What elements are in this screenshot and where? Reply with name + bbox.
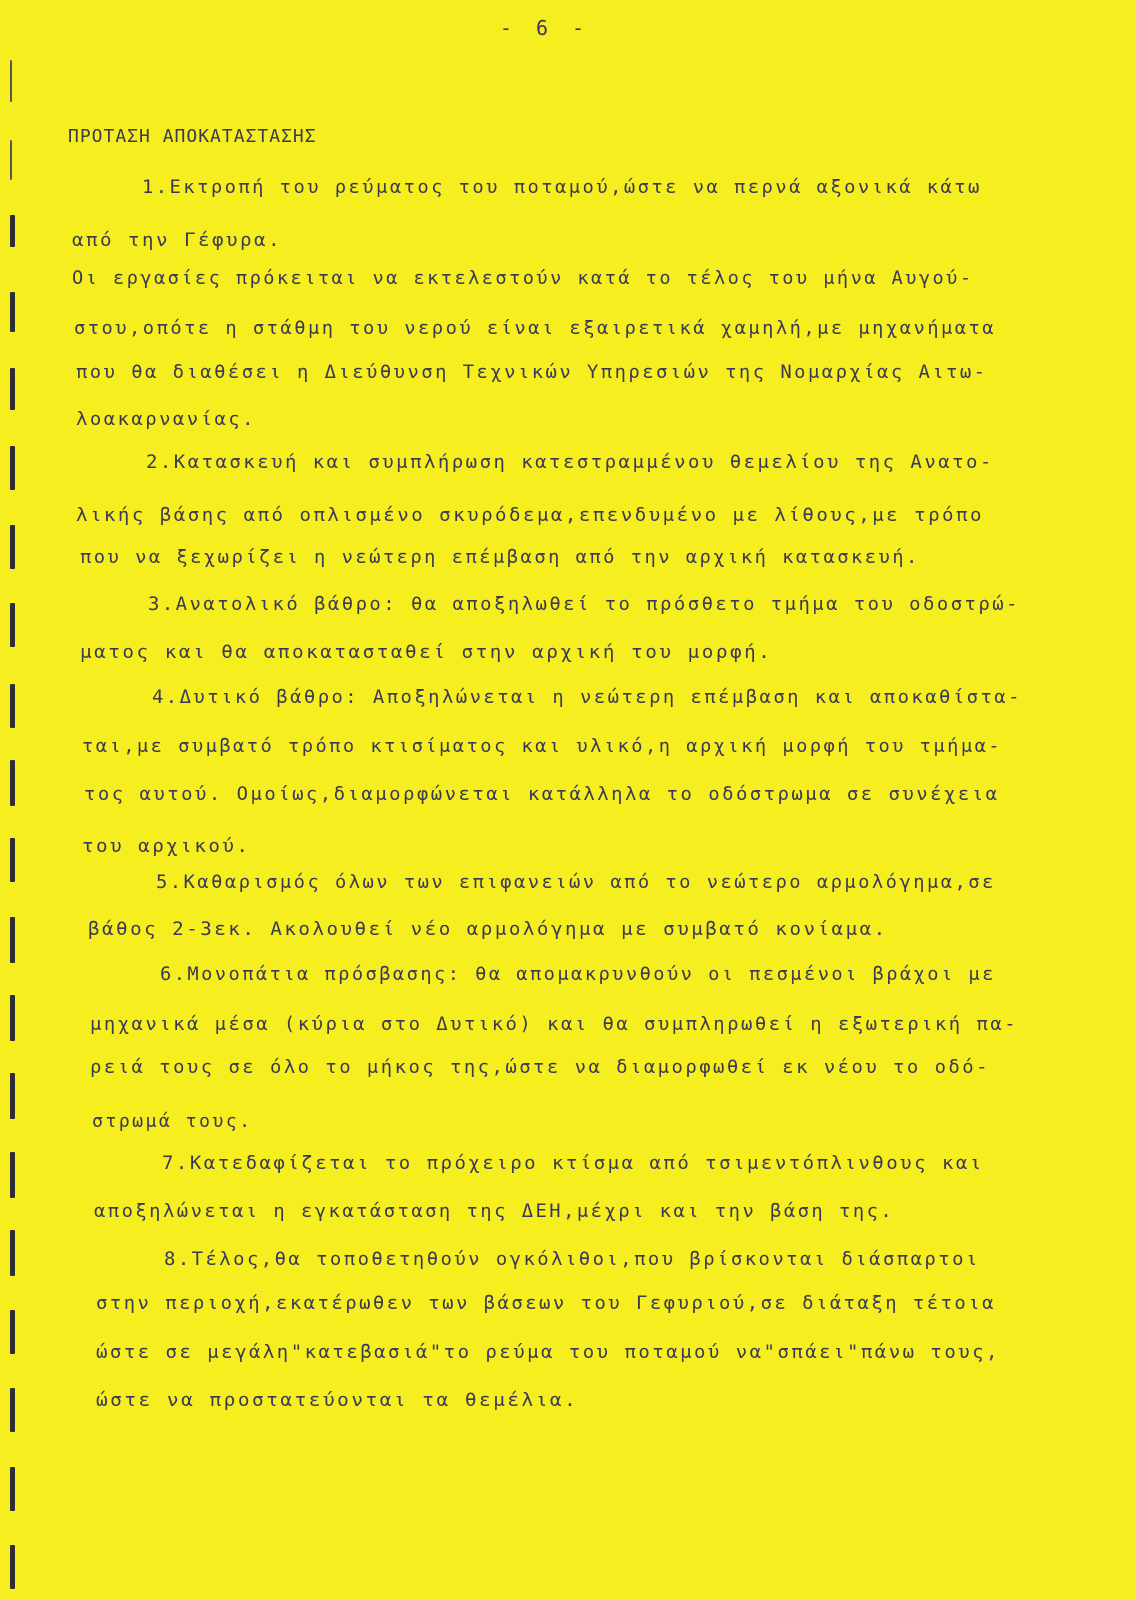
text-line: 8.Τέλος,θα τοποθετηθούν ογκόλιθοι,που βρίσκονται διάσπαρτοι (164, 1249, 980, 1270)
text-line: μηχανικά μέσα (κύρια στο Δυτικό) και θα συμπληρωθεί η εξωτερική πα- (90, 1014, 1019, 1035)
binding-hole (10, 838, 15, 882)
text-line: που να ξεχωρίζει η νεώτερη επέμβαση από την αρχική κατασκευή. (80, 547, 920, 568)
text-line: 3.Ανατολικό βάθρο: θα αποξηλωθεί το πρόσθετο τμήμα του οδοστρώ- (148, 594, 1020, 615)
page-number: - 6 - (499, 16, 591, 40)
text-line: λικής βάσης από οπλισμένο σκυρόδεμα,επενδυμένο με λίθους,με τρόπο (76, 505, 984, 526)
binding-hole (10, 368, 15, 410)
text-line: ώστε σε μεγάλη"κατεβασιά"το ρεύμα του ποταμού να"σπάει"πάνω τους, (96, 1342, 1000, 1363)
binding-hole (10, 1545, 15, 1589)
text-line: 2.Κατασκευή και συμπλήρωση κατεστραμμένου θεμελίου της Ανατο- (146, 452, 994, 473)
binding-hole (10, 60, 12, 102)
text-line: ματος και θα αποκατασταθεί στην αρχική του μορφή. (80, 642, 773, 663)
binding-hole (10, 1073, 15, 1119)
text-line: ται,με συμβατό τρόπο κτισίματος και υλικό,η αρχική μορφή του τμήμα- (82, 736, 1003, 757)
binding-hole (10, 446, 15, 490)
page-heading: ΠΡΟΤΑΣΗ ΑΠΟΚΑΤΑΣΤΑΣΗΣ (68, 126, 317, 147)
text-line: στην περιοχή,εκατέρωθεν των βάσεων του Γεφυριού,σε διάταξη τέτοια (96, 1293, 996, 1314)
text-line: βάθος 2-3εκ. Ακολουθεί νέο αρμολόγημα με συμβατό κονίαμα. (88, 919, 888, 940)
text-line: λοακαρνανίας. (76, 409, 256, 430)
binding-hole (10, 1152, 15, 1198)
binding-holes (6, 0, 18, 1600)
text-line: 1.Εκτροπή του ρεύματος του ποταμού,ώστε να περνά αξονικά κάτω (142, 177, 982, 198)
text-line: 5.Καθαρισμός όλων των επιφανειών από το νεώτερο αρμολόγημα,σε (156, 872, 996, 893)
binding-hole (10, 760, 15, 806)
text-line: στου,οπότε η στάθμη του νερού είναι εξαιρετικά χαμηλή,με μηχανήματα (74, 318, 997, 339)
text-line: τος αυτού. Ομοίως,διαμορφώνεται κατάλληλα το οδόστρωμα σε συνέχεια (84, 784, 1000, 805)
text-line: 7.Κατεδαφίζεται το πρόχειρο κτίσμα από τσιμεντόπλινθους και (162, 1153, 984, 1174)
binding-hole (10, 995, 15, 1041)
text-line: ώστε να προστατεύονται τα θεμέλια. (96, 1390, 579, 1411)
text-line: 4.Δυτικό βάθρο: Αποξηλώνεται η νεώτερη επέμβαση και αποκαθίστα- (152, 687, 1022, 708)
binding-hole (10, 603, 15, 647)
text-line: του αρχικού. (82, 836, 251, 857)
binding-hole (10, 1388, 15, 1432)
binding-hole (10, 292, 15, 332)
text-line: στρωμά τους. (92, 1111, 253, 1132)
text-line: ρειά τους σε όλο το μήκος της,ώστε να διαμορφωθεί εκ νέου το οδό- (90, 1057, 990, 1078)
binding-hole (10, 215, 15, 247)
text-line: 6.Μονοπάτια πρόσβασης: θα απομακρυνθούν οι πεσμένοι βράχοι με (160, 964, 996, 985)
binding-hole (10, 525, 15, 569)
text-line: Οι εργασίες πρόκειται να εκτελεστούν κατά το τέλος του μήνα Αυγού- (72, 268, 974, 289)
binding-hole (10, 140, 12, 180)
binding-hole (10, 684, 15, 728)
binding-hole (10, 1310, 15, 1354)
binding-hole (10, 1230, 15, 1276)
text-line: από την Γέφυρα. (72, 230, 283, 251)
binding-hole (10, 1467, 15, 1511)
text-line: αποξηλώνεται η εγκατάσταση της ΔΕΗ,μέχρι και την βάση της. (94, 1201, 895, 1222)
text-line: που θα διαθέσει η Διεύθυνση Τεχνικών Υπηρεσιών της Νομαρχίας Αιτω- (76, 362, 988, 383)
binding-hole (10, 917, 15, 963)
